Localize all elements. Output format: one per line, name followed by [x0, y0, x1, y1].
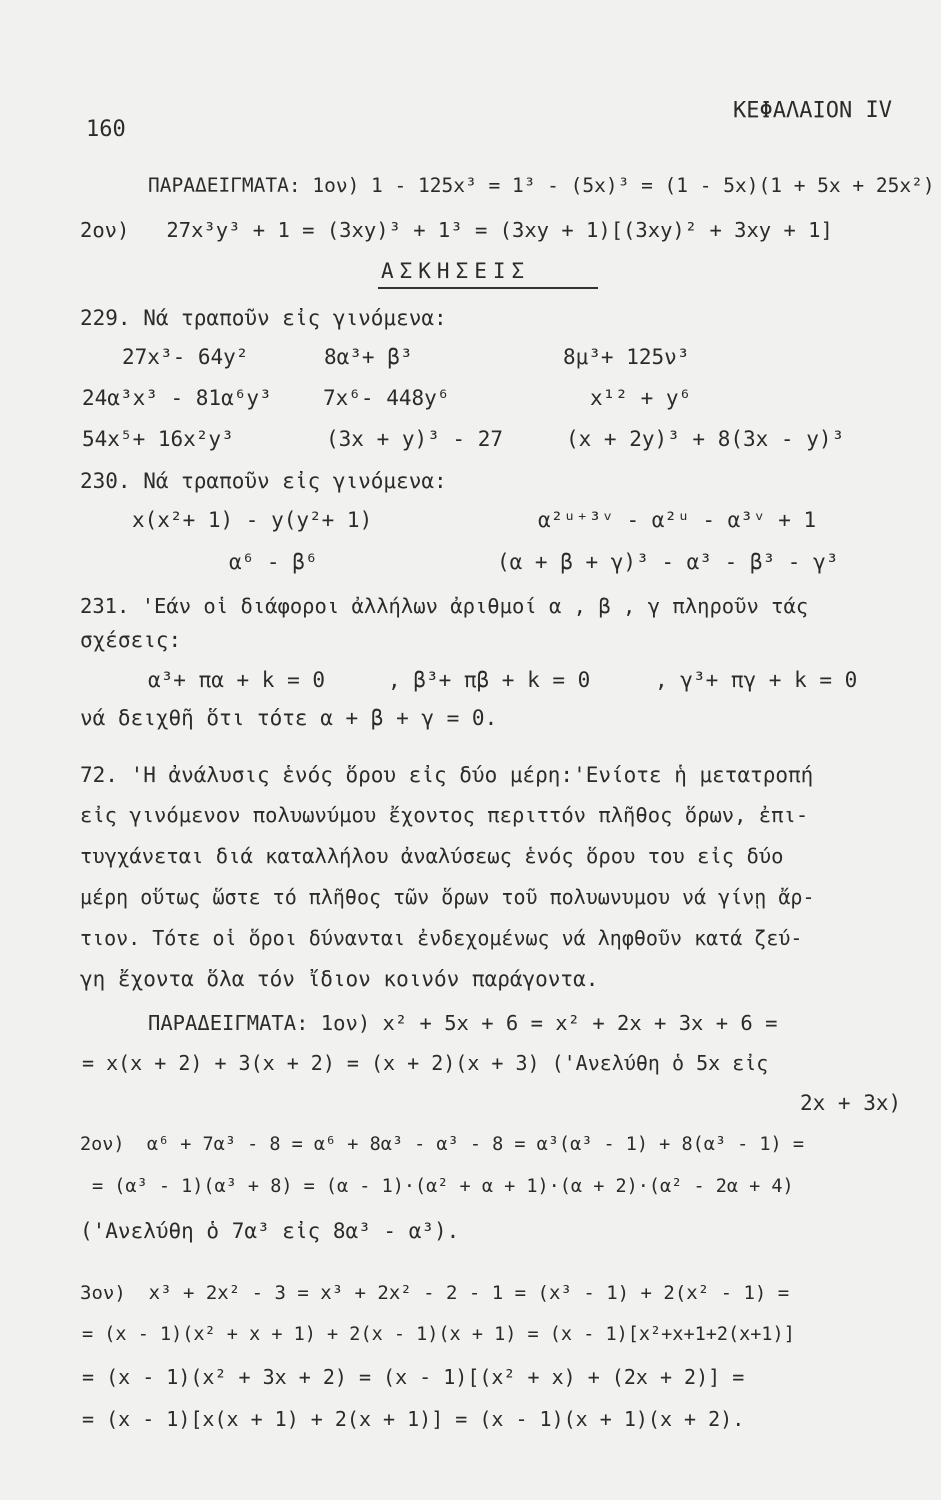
- exercise-item: x¹² + y⁶: [590, 386, 692, 410]
- section-paragraph: γη ἔχοντα ὅλα τόν ἴδιον κοινόν παράγοντα.: [80, 967, 599, 991]
- exercise-heading: 229. Νά τραποῦν εἰς γινόμενα:: [80, 306, 447, 330]
- section-paragraph: τιον. Τότε οἱ ὅροι δύνανται ἐνδεχομένως νά ληφθοῦν κατά ζεύ-: [80, 926, 803, 950]
- section-paragraph: εἰς γινόμενον πολυωνύμου ἔχοντος περιττόν πλῆθος ὅρων, ἐπι-: [80, 803, 809, 827]
- exercise-text: σχέσεις:: [80, 628, 182, 652]
- section-paragraph: τυγχάνεται διά καταλλήλου ἀναλύσεως ἑνός ὅρου του εἰς δύο: [80, 844, 784, 868]
- equation: α³+ πα + k = 0: [148, 668, 326, 692]
- exercise-item: (α + β + γ)³ - α³ - β³ - γ³: [497, 550, 839, 574]
- exercise-item: x(x²+ 1) - y(y²+ 1): [132, 508, 373, 532]
- page-number: 160: [86, 117, 126, 142]
- exercise-item: α⁶ - β⁶: [229, 550, 318, 574]
- section-paragraph: 72. 'Η ἀνάλυσις ἑνός ὅρου εἰς δύο μέρη:'Ενίοτε ἡ μετατροπή: [80, 763, 814, 787]
- example-line: = (x - 1)(x² + x + 1) + 2(x - 1)(x + 1) = (x - 1)[x²+x+1+2(x+1)]: [82, 1324, 795, 1345]
- section-paragraph: μέρη οὕτως ὥστε τό πλῆθος τῶν ὅρων τοῦ πολυωνυμου νά γίνῃ ἄρ-: [80, 885, 815, 909]
- exercise-item: (3x + y)³ - 27: [326, 427, 504, 451]
- exercise-item: 8μ³+ 125ν³: [563, 345, 690, 369]
- equation: , γ³+ πγ + k = 0: [655, 668, 858, 692]
- example-line: ΠΑΡΑΔΕΙΓΜΑΤΑ: 1ον) 1 - 125x³ = 1³ - (5x)³ = (1 - 5x)(1 + 5x + 25x²): [148, 174, 935, 197]
- example-line: = (x - 1)(x² + 3x + 2) = (x - 1)[(x² + x) + (2x + 2)] =: [82, 1365, 745, 1389]
- example-line: = (x - 1)[x(x + 1) + 2(x + 1)] = (x - 1)(x + 1)(x + 2).: [82, 1407, 745, 1431]
- exercise-item: 8α³+ β³: [324, 345, 413, 369]
- example-line: ('Ανελύθη ὁ 7α³ εἰς 8α³ - α³).: [80, 1219, 460, 1243]
- example-line: 3ον) x³ + 2x² - 3 = x³ + 2x² - 2 - 1 = (x³ - 1) + 2(x² - 1) =: [80, 1282, 790, 1304]
- example-line: 2ον) α⁶ + 7α³ - 8 = α⁶ + 8α³ - α³ - 8 = α³(α³ - 1) + 8(α³ - 1) =: [80, 1134, 804, 1155]
- exercise-item: 54x⁵+ 16x²y³: [82, 427, 234, 451]
- example-line: ΠΑΡΑΔΕΙΓΜΑΤΑ: 1ον) x² + 5x + 6 = x² + 2x + 3x + 6 =: [148, 1011, 778, 1035]
- exercise-text: νά δειχθῆ ὅτι τότε α + β + γ = 0.: [80, 706, 498, 730]
- equation: , β³+ πβ + k = 0: [388, 668, 591, 692]
- example-line: 2x + 3x): [800, 1091, 902, 1115]
- exercise-item: 7x⁶- 448y⁶: [323, 386, 450, 410]
- exercise-heading: 230. Νά τραποῦν εἰς γινόμενα:: [80, 469, 447, 493]
- exercise-item: 24α³x³ - 81α⁶y³: [82, 386, 272, 410]
- example-line: 2ον) 27x³y³ + 1 = (3xy)³ + 1³ = (3xy + 1)[(3xy)² + 3xy + 1]: [80, 218, 833, 242]
- example-line: = x(x + 2) + 3(x + 2) = (x + 2)(x + 3) ('Ανελύθη ὁ 5x εἰς: [82, 1051, 769, 1075]
- example-line: = (α³ - 1)(α³ + 8) = (α - 1)·(α² + α + 1)·(α + 2)·(α² - 2α + 4): [92, 1176, 794, 1197]
- exercise-text: 231. 'Εάν οἱ διάφοροι ἀλλήλων ἀριθμοί α , β , γ πληροῦν τάς: [80, 594, 809, 618]
- chapter-heading: ΚΕΦΑΛΑΙΟΝ IV: [733, 98, 892, 123]
- exercise-item: (x + 2y)³ + 8(3x - y)³: [566, 427, 845, 451]
- title-underline: [378, 287, 598, 289]
- exercise-item: 27x³- 64y²: [122, 345, 249, 369]
- exercise-item: α²ᵘ⁺³ᵛ - α²ᵘ - α³ᵛ + 1: [538, 508, 817, 532]
- section-title: ΑΣΚΗΣΕΙΣ: [381, 259, 531, 283]
